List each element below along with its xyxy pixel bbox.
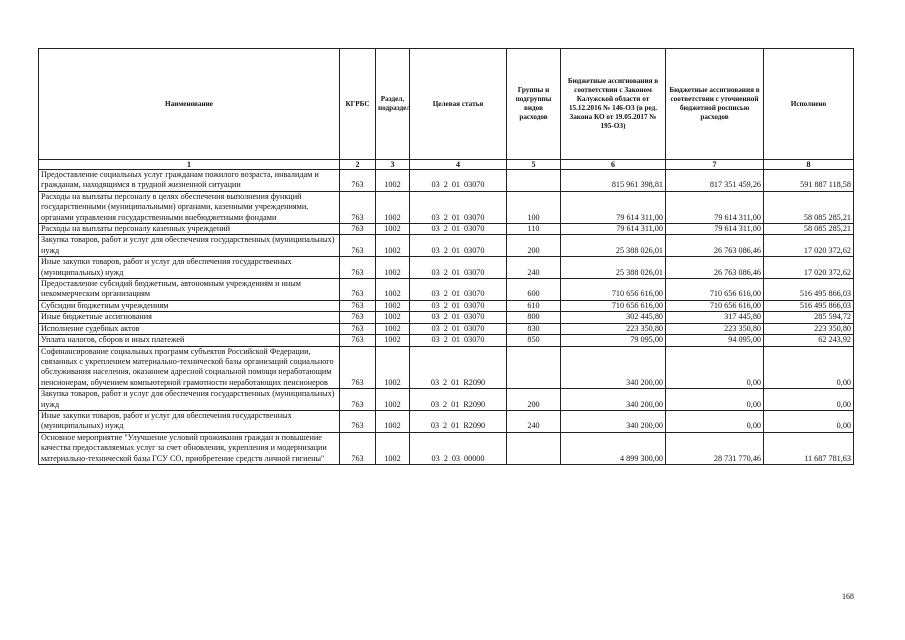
row-executed: 285 594,72 — [764, 312, 854, 323]
row-name: Иные бюджетные ассигнования — [39, 312, 340, 323]
target-article-part: 03070 — [464, 180, 485, 190]
row-razdel: 1002 — [376, 312, 410, 323]
table-row — [39, 191, 854, 223]
row-razdel: 1002 — [376, 191, 410, 223]
row-razdel: 1002 — [376, 432, 410, 464]
row-expense-type: 610 — [507, 300, 561, 311]
target-article-part: 2 — [443, 212, 448, 222]
target-article-part: 2 — [443, 323, 448, 333]
row-law-allocation: 340 200,00 — [561, 389, 666, 411]
target-article-part: 03070 — [464, 300, 485, 310]
target-article-part: 2 — [443, 300, 448, 310]
target-article-part: 03070 — [464, 312, 485, 322]
target-article-part: 2 — [443, 399, 448, 409]
row-executed: 591 887 118,58 — [764, 170, 854, 192]
header-refined-allocations: Бюджетные ассигнования в соответствии с уточненной бюджетной росписью расходов — [666, 49, 764, 160]
row-refined-allocation: 710 656 616,00 — [666, 279, 764, 301]
row-executed: 516 495 866,03 — [764, 279, 854, 301]
row-kgrbs: 763 — [340, 300, 376, 311]
target-article-part: 03 — [430, 377, 440, 387]
row-name: Закупка товаров, работ и услуг для обеспечения государственных (муниципальных) нужд — [39, 235, 340, 257]
row-expense-type: 110 — [507, 224, 561, 235]
target-article-part: R2090 — [463, 421, 486, 431]
target-article-part: 03 — [431, 267, 440, 277]
row-executed: 58 085 285,21 — [764, 191, 854, 223]
row-kgrbs: 763 — [340, 432, 376, 464]
row-kgrbs: 763 — [340, 410, 376, 432]
column-number-row — [39, 160, 854, 170]
row-razdel: 1002 — [376, 279, 410, 301]
row-refined-allocation: 28 731 770,46 — [666, 432, 764, 464]
row-kgrbs: 763 — [340, 389, 376, 411]
row-target-article — [410, 410, 507, 432]
column-number: 4 — [410, 160, 507, 170]
row-name: Расходы на выплаты персоналу в целях обеспечения выполнения функций государственными (муниципальными) органами, казенными учреждениями, органами управления государственными внебюджетными фондами — [39, 191, 340, 223]
table-row — [39, 335, 854, 346]
row-executed: 223 350,80 — [764, 323, 854, 334]
target-article-part: 01 — [451, 180, 460, 190]
row-target-article — [410, 235, 507, 257]
row-law-allocation: 79 614 311,00 — [561, 191, 666, 223]
row-law-allocation: 79 614 311,00 — [561, 224, 666, 235]
row-expense-type: 830 — [507, 323, 561, 334]
row-refined-allocation: 0,00 — [666, 389, 764, 411]
target-article-part: 01 — [451, 323, 460, 333]
row-refined-allocation: 79 614 311,00 — [666, 191, 764, 223]
target-article-part: 03070 — [464, 212, 485, 222]
row-razdel: 1002 — [376, 300, 410, 311]
page-number: 168 — [842, 592, 854, 601]
target-article-part: 2 — [443, 245, 448, 255]
row-refined-allocation: 0,00 — [666, 410, 764, 432]
row-executed: 516 495 866,03 — [764, 300, 854, 311]
row-law-allocation: 4 899 300,00 — [561, 432, 666, 464]
row-kgrbs: 763 — [340, 346, 376, 389]
row-law-allocation: 340 200,00 — [561, 410, 666, 432]
row-refined-allocation: 94 095,00 — [666, 335, 764, 346]
row-name: Расходы на выплаты персоналу казенных учреждений — [39, 224, 340, 235]
row-expense-type: 100 — [507, 191, 561, 223]
target-article-part: 01 — [451, 300, 460, 310]
target-article-part: 03 — [431, 300, 440, 310]
row-target-article — [410, 323, 507, 334]
column-number: 7 — [666, 160, 764, 170]
target-article-part: 03070 — [464, 267, 485, 277]
row-target-article — [410, 300, 507, 311]
row-razdel: 1002 — [376, 389, 410, 411]
header-target-article: Целевая статья — [410, 49, 507, 160]
row-kgrbs: 763 — [340, 224, 376, 235]
target-article-part: R2090 — [463, 377, 486, 387]
row-expense-type: 200 — [507, 235, 561, 257]
row-target-article — [410, 432, 507, 464]
table-row — [39, 235, 854, 257]
header-razdel: Раздел, подраздел — [376, 49, 410, 160]
row-name: Закупка товаров, работ и услуг для обеспечения государственных (муниципальных) нужд — [39, 389, 340, 411]
header-kgrbs: КГРБС — [340, 49, 376, 160]
header-name: Наименование — [39, 49, 340, 160]
target-article-part: 2 — [443, 421, 448, 431]
table-row — [39, 346, 854, 389]
table-row — [39, 224, 854, 235]
target-article-part: R2090 — [463, 399, 486, 409]
row-target-article — [410, 191, 507, 223]
row-refined-allocation: 0,00 — [666, 346, 764, 389]
row-name: Предоставление субсидий бюджетным, автономным учреждениям и иным некоммерческим организациям — [39, 279, 340, 301]
row-target-article — [410, 335, 507, 346]
target-article-part: 03 — [451, 453, 460, 463]
row-kgrbs: 763 — [340, 279, 376, 301]
table-row — [39, 257, 854, 279]
row-executed: 58 085 285,21 — [764, 224, 854, 235]
row-law-allocation: 815 961 398,81 — [561, 170, 666, 192]
row-refined-allocation: 317 445,80 — [666, 312, 764, 323]
row-target-article — [410, 312, 507, 323]
column-number: 3 — [376, 160, 410, 170]
row-expense-type: 600 — [507, 279, 561, 301]
table-row — [39, 312, 854, 323]
header-expense-groups: Группы и подгруппы видов расходов — [507, 49, 561, 160]
target-article-part: 01 — [451, 335, 460, 345]
row-executed: 17 020 372,62 — [764, 235, 854, 257]
target-article-part: 2 — [443, 377, 448, 387]
budget-table — [38, 48, 854, 465]
row-name: Субсидии бюджетным учреждениям — [39, 300, 340, 311]
column-number: 6 — [561, 160, 666, 170]
column-number: 2 — [340, 160, 376, 170]
row-law-allocation: 710 656 616,00 — [561, 279, 666, 301]
target-article-part: 2 — [443, 224, 448, 234]
target-article-part: 2 — [443, 453, 448, 463]
row-expense-type: 850 — [507, 335, 561, 346]
row-razdel: 1002 — [376, 323, 410, 334]
target-article-part: 01 — [451, 289, 460, 299]
row-name: Иные закупки товаров, работ и услуг для обеспечения государственных (муниципальных) нужд — [39, 410, 340, 432]
target-article-part: 03 — [431, 180, 440, 190]
row-refined-allocation: 710 656 616,00 — [666, 300, 764, 311]
target-article-part: 03070 — [464, 224, 485, 234]
row-razdel: 1002 — [376, 346, 410, 389]
row-expense-type: 240 — [507, 410, 561, 432]
target-article-part: 03 — [430, 399, 440, 409]
table-row — [39, 279, 854, 301]
target-article-part: 00000 — [464, 453, 485, 463]
target-article-part: 03 — [431, 245, 440, 255]
row-kgrbs: 763 — [340, 312, 376, 323]
target-article-part: 03 — [431, 212, 440, 222]
target-article-part: 01 — [451, 224, 460, 234]
table-header-row — [39, 49, 854, 160]
row-law-allocation: 302 445,80 — [561, 312, 666, 323]
row-name: Софинансирование социальных программ субъектов Российской Федерации, связанных с укреплением материально-технической базы организаций социального обслуживания населения, оказанием адресной социальной помощи неработающим пенсионерам, обучением компьютерной грамотности неработающих пенсионеров — [39, 346, 340, 389]
row-executed: 62 243,92 — [764, 335, 854, 346]
row-name: Предоставление социальных услуг гражданам пожилого возраста, инвалидам и гражданам, находящимся в трудной жизненной ситуации — [39, 170, 340, 192]
row-target-article — [410, 389, 507, 411]
row-target-article — [410, 170, 507, 192]
row-name: Уплата налогов, сборов и иных платежей — [39, 335, 340, 346]
column-number: 5 — [507, 160, 561, 170]
row-refined-allocation: 817 351 459,26 — [666, 170, 764, 192]
header-executed: Исполнено — [764, 49, 854, 160]
row-name: Иные закупки товаров, работ и услуг для обеспечения государственных (муниципальных) нужд — [39, 257, 340, 279]
row-kgrbs: 763 — [340, 170, 376, 192]
row-refined-allocation: 223 350,80 — [666, 323, 764, 334]
target-article-part: 01 — [451, 312, 460, 322]
target-article-part: 03070 — [464, 323, 485, 333]
target-article-part: 2 — [443, 312, 448, 322]
row-law-allocation: 25 388 026,01 — [561, 257, 666, 279]
row-executed: 0,00 — [764, 346, 854, 389]
target-article-part: 2 — [443, 335, 448, 345]
target-article-part: 03 — [430, 421, 440, 431]
row-razdel: 1002 — [376, 257, 410, 279]
row-law-allocation: 79 095,00 — [561, 335, 666, 346]
column-number: 8 — [764, 160, 854, 170]
row-expense-type: 240 — [507, 257, 561, 279]
row-expense-type: 200 — [507, 389, 561, 411]
target-article-part: 03070 — [464, 335, 485, 345]
row-target-article — [410, 279, 507, 301]
target-article-part: 03070 — [464, 289, 485, 299]
row-razdel: 1002 — [376, 170, 410, 192]
target-article-part: 2 — [443, 180, 448, 190]
row-kgrbs: 763 — [340, 323, 376, 334]
target-article-part: 01 — [451, 421, 460, 431]
table-row — [39, 300, 854, 311]
target-article-part: 03 — [431, 224, 440, 234]
table-row — [39, 410, 854, 432]
target-article-part: 01 — [451, 267, 460, 277]
row-kgrbs: 763 — [340, 335, 376, 346]
row-name: Исполнение судебных актов — [39, 323, 340, 334]
row-refined-allocation: 79 614 311,00 — [666, 224, 764, 235]
table-row — [39, 323, 854, 334]
row-law-allocation: 340 200,00 — [561, 346, 666, 389]
target-article-part: 03 — [431, 323, 440, 333]
row-expense-type: 800 — [507, 312, 561, 323]
row-expense-type — [507, 346, 561, 389]
row-razdel: 1002 — [376, 410, 410, 432]
row-kgrbs: 763 — [340, 235, 376, 257]
target-article-part: 01 — [451, 377, 460, 387]
row-refined-allocation: 26 763 086,46 — [666, 235, 764, 257]
row-target-article — [410, 346, 507, 389]
row-law-allocation: 223 350,80 — [561, 323, 666, 334]
row-name: Основное мероприятие "Улучшение условий проживания граждан и повышение качества предоставляемых услуг за счет обновления, укрепления и модернизации материально-технической базы ГСУ СО, приобретение средств личной гигиены" — [39, 432, 340, 464]
target-article-part: 01 — [451, 212, 460, 222]
table-row — [39, 432, 854, 464]
row-razdel: 1002 — [376, 335, 410, 346]
target-article-part: 2 — [443, 267, 448, 277]
target-article-part: 2 — [443, 289, 448, 299]
table-row — [39, 389, 854, 411]
row-razdel: 1002 — [376, 235, 410, 257]
row-law-allocation: 25 388 026,01 — [561, 235, 666, 257]
target-article-part: 03070 — [464, 245, 485, 255]
row-expense-type — [507, 170, 561, 192]
row-executed: 0,00 — [764, 410, 854, 432]
target-article-part: 03 — [431, 312, 440, 322]
target-article-part: 01 — [451, 399, 460, 409]
target-article-part: 03 — [431, 335, 440, 345]
row-kgrbs: 763 — [340, 191, 376, 223]
row-executed: 17 020 372,62 — [764, 257, 854, 279]
row-expense-type — [507, 432, 561, 464]
row-executed: 0,00 — [764, 389, 854, 411]
row-target-article — [410, 224, 507, 235]
row-executed: 11 687 781,63 — [764, 432, 854, 464]
target-article-part: 01 — [451, 245, 460, 255]
row-razdel: 1002 — [376, 224, 410, 235]
header-law-allocations: Бюджетные ассигнования в соответствии с Законом Калужской области от 15.12.2016 № 146-ОЗ (в ред. Закона КО от 19.05.2017 № 195-ОЗ) — [561, 49, 666, 160]
target-article-part: 03 — [431, 289, 440, 299]
row-refined-allocation: 26 763 086,46 — [666, 257, 764, 279]
row-target-article — [410, 257, 507, 279]
row-kgrbs: 763 — [340, 257, 376, 279]
table-row — [39, 170, 854, 192]
column-number: 1 — [39, 160, 340, 170]
target-article-part: 03 — [431, 453, 440, 463]
row-law-allocation: 710 656 616,00 — [561, 300, 666, 311]
